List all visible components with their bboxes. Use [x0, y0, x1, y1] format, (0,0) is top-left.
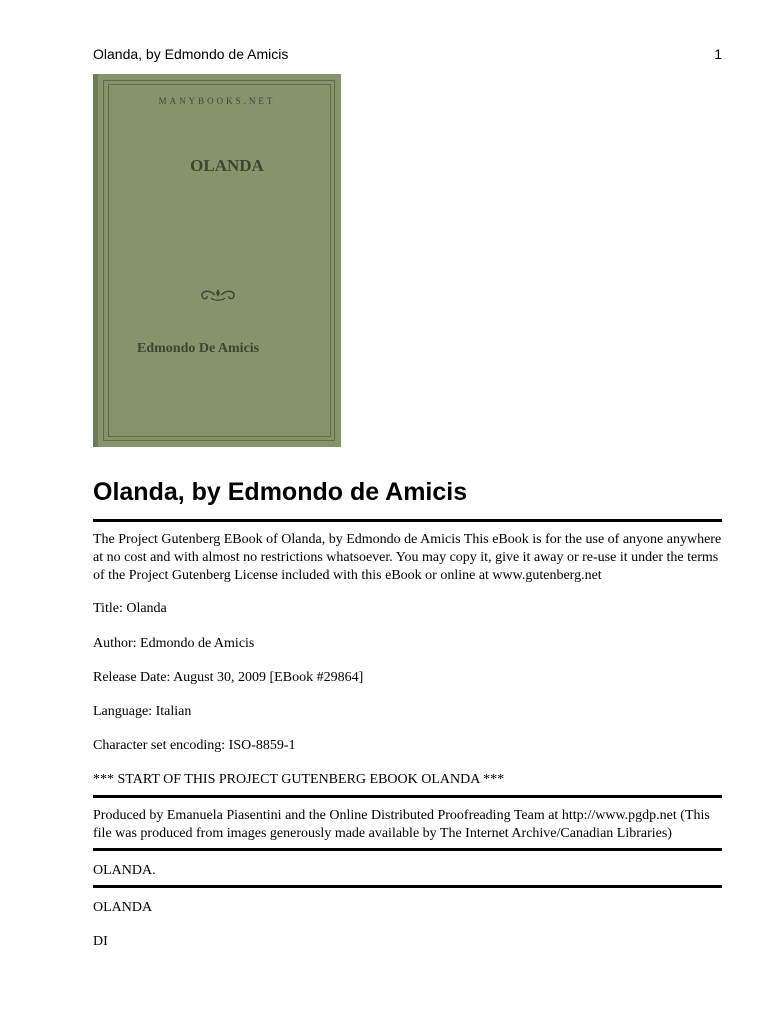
produced-by-paragraph: Produced by Emanuela Piasentini and the Online Distributed Proofreading Team at http://www.pgdp.net (This file was produced from images generously made available by The Internet Archive/Canadian Libraries)	[93, 808, 710, 841]
cover-frame-inner	[108, 84, 331, 437]
section-heading-di: DI	[93, 934, 108, 949]
divider	[93, 885, 722, 888]
ornament-icon	[193, 285, 243, 305]
running-header-title: Olanda, by Edmondo de Amicis	[93, 46, 289, 62]
section-heading-olanda: OLANDA	[93, 900, 153, 915]
running-header	[93, 46, 722, 62]
title-line: Title: Olanda	[93, 601, 167, 616]
cover-title: OLANDA	[190, 156, 264, 175]
divider	[93, 795, 722, 798]
language-line: Language: Italian	[93, 704, 192, 719]
divider	[93, 519, 722, 522]
book-cover-image	[93, 74, 341, 447]
cover-author: Edmondo De Amicis	[137, 341, 260, 356]
start-marker-line: *** START OF THIS PROJECT GUTENBERG EBOOK OLANDA ***	[93, 772, 505, 787]
section-heading-olanda-dot: OLANDA.	[93, 863, 156, 878]
cover-site-name: MANYBOOKS.NET	[158, 96, 276, 106]
encoding-line: Character set encoding: ISO-8859-1	[93, 738, 296, 753]
intro-paragraph: The Project Gutenberg EBook of Olanda, by Edmondo de Amicis This eBook is for the use of anyone anywhere at no cost and with almost no restrictions whatsoever. You may copy it, give it away or re-use it under the terms of the Project Gutenberg License included with this eBook or online at www.gutenberg.net	[93, 532, 722, 583]
cover-spine-edge	[93, 74, 98, 447]
release-date-line: Release Date: August 30, 2009 [EBook #29864]	[93, 670, 364, 685]
page-title: Olanda, by Edmondo de Amicis	[93, 478, 468, 506]
author-line: Author: Edmondo de Amicis	[93, 636, 255, 651]
page-number: 1	[714, 46, 722, 62]
divider	[93, 848, 722, 851]
